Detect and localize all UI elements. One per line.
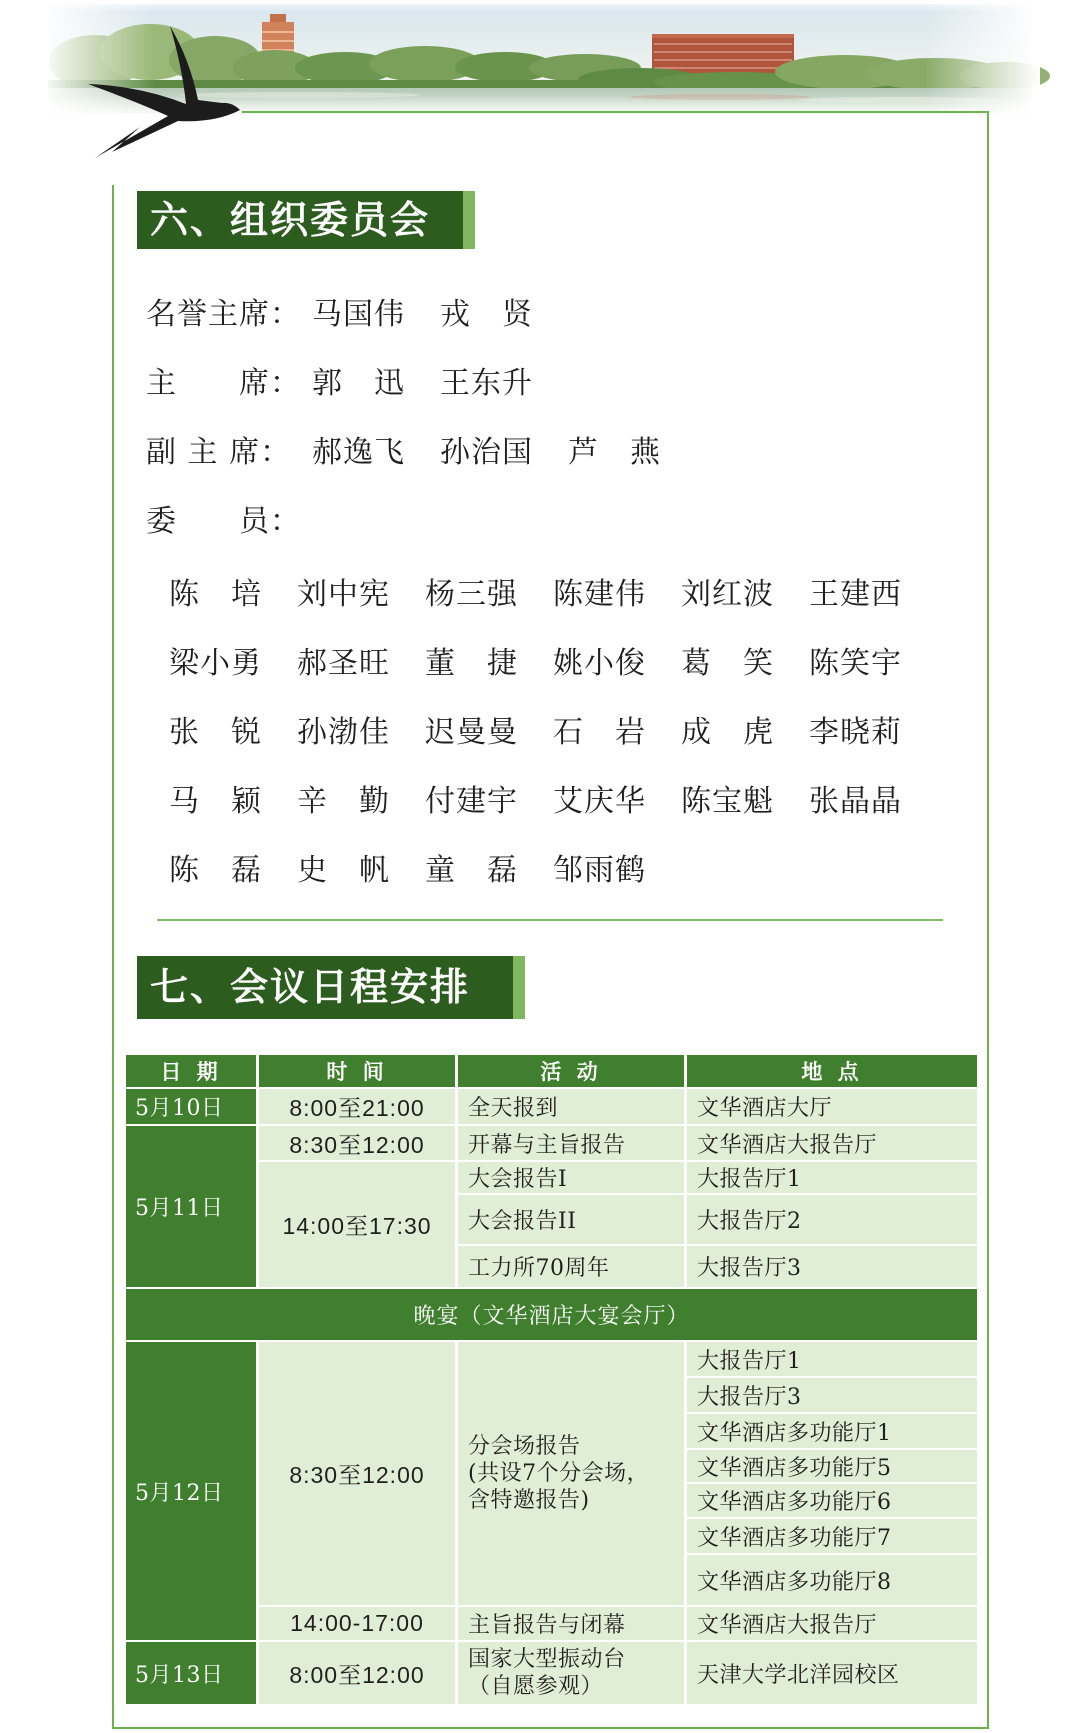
honorary-chairs-row	[146, 280, 976, 349]
header-activity: 活 动	[458, 1055, 684, 1087]
date-cell: 5月10日	[126, 1089, 256, 1124]
time-cell: 8:30至12:00	[259, 1342, 455, 1605]
venue-cell: 大报告厅2	[687, 1195, 977, 1244]
schedule-table	[126, 1055, 977, 1704]
time-cell: 8:00至21:00	[259, 1089, 455, 1124]
member-name: 王建西	[809, 576, 902, 612]
activity-cell	[458, 1642, 684, 1704]
date-cell: 5月12日	[126, 1342, 256, 1640]
members-row	[146, 487, 976, 556]
venue-cell: 文华酒店多功能厅5	[687, 1450, 977, 1482]
member-name: 迟曼曼	[425, 714, 518, 750]
member-name: 董 捷	[425, 645, 518, 681]
honorary-chairs-label: 名誉主席：	[146, 297, 301, 332]
member-name: 成 虎	[681, 714, 774, 750]
activity-line: 国家大型振动台	[468, 1647, 626, 1672]
activity-cell	[458, 1342, 684, 1605]
committee-list	[146, 280, 976, 556]
frame-top-line	[242, 111, 989, 113]
frame-left-line	[112, 185, 114, 1729]
member-name: 葛 笑	[681, 645, 774, 681]
member-name: 陈 培	[169, 576, 262, 612]
vice-chair-name: 郝逸飞	[312, 435, 405, 470]
header-venue: 地 点	[687, 1055, 977, 1087]
member-name: 杨三强	[425, 576, 518, 612]
header-date: 日 期	[126, 1055, 256, 1087]
venue-cell: 文华酒店多功能厅8	[687, 1555, 977, 1605]
committee-heading: 六、组织委员会	[137, 191, 463, 249]
chairs-row	[146, 349, 976, 418]
header-time: 时 间	[259, 1055, 455, 1087]
member-name: 陈 磊	[169, 852, 262, 888]
time-cell: 8:30至12:00	[259, 1126, 455, 1160]
venue-cell: 天津大学北洋园校区	[687, 1642, 977, 1704]
members-label: 委 员：	[146, 504, 301, 539]
chair-name: 郭 迅	[312, 366, 405, 401]
section-divider	[157, 919, 943, 921]
chairs-label: 主 席：	[146, 366, 301, 401]
member-name: 石 岩	[553, 714, 646, 750]
venue-cell: 文华酒店多功能厅7	[687, 1519, 977, 1553]
chair-name: 王东升	[440, 366, 533, 401]
members-grid	[169, 556, 937, 901]
activity-line: （自愿参观）	[468, 1674, 604, 1699]
activity-cell: 开幕与主旨报告	[458, 1126, 684, 1160]
frame-right-line	[987, 111, 989, 1729]
frame-bottom-line	[112, 1727, 989, 1729]
activity-line: 分会场报告	[468, 1434, 581, 1459]
member-name: 邹雨鹤	[553, 852, 646, 888]
member-name: 艾庆华	[553, 783, 646, 819]
activity-cell: 全天报到	[458, 1089, 684, 1124]
honorary-chair-name: 戎 贤	[440, 297, 533, 332]
member-name: 付建宇	[425, 783, 518, 819]
activity-cell: 工力所70周年	[458, 1246, 684, 1287]
vice-chairs-row	[146, 418, 976, 487]
schedule-heading: 七、会议日程安排	[137, 956, 513, 1019]
venue-cell: 大报告厅1	[687, 1342, 977, 1376]
member-name: 童 磊	[425, 852, 518, 888]
member-name: 史 帆	[297, 852, 390, 888]
date-cell: 5月13日	[126, 1642, 256, 1704]
venue-cell: 大报告厅3	[687, 1246, 977, 1287]
time-cell: 14:00至17:30	[259, 1162, 455, 1287]
vice-chair-name: 孙治国	[440, 435, 533, 470]
member-name: 姚小俊	[553, 645, 646, 681]
member-name: 张晶晶	[809, 783, 902, 819]
activity-line: (共设7个分会场，	[468, 1461, 650, 1486]
venue-cell: 大报告厅1	[687, 1162, 977, 1193]
member-name: 梁小勇	[169, 645, 262, 681]
member-name: 刘红波	[681, 576, 774, 612]
member-name: 陈宝魁	[681, 783, 774, 819]
honorary-chair-name: 马国伟	[312, 297, 405, 332]
time-cell: 14:00-17:00	[259, 1607, 455, 1640]
activity-cell: 大会报告I	[458, 1162, 684, 1193]
member-name: 辛 勤	[297, 783, 390, 819]
activity-cell: 大会报告II	[458, 1195, 684, 1244]
date-cell: 5月11日	[126, 1126, 256, 1287]
member-name: 陈建伟	[553, 576, 646, 612]
venue-cell: 文华酒店大报告厅	[687, 1607, 977, 1640]
member-name: 郝圣旺	[297, 645, 390, 681]
venue-cell: 文华酒店大报告厅	[687, 1126, 977, 1160]
venue-cell: 文华酒店大厅	[687, 1089, 977, 1124]
vice-chair-name: 芦 燕	[568, 435, 661, 470]
venue-cell: 文华酒店多功能厅1	[687, 1414, 977, 1448]
vice-chairs-label: 副 主 席：	[146, 435, 292, 470]
member-name: 陈笑宇	[809, 645, 902, 681]
activity-cell: 主旨报告与闭幕	[458, 1607, 684, 1640]
member-name: 马 颖	[169, 783, 262, 819]
member-name: 刘中宪	[297, 576, 390, 612]
venue-cell: 文华酒店多功能厅6	[687, 1484, 977, 1517]
member-name: 李晓莉	[809, 714, 902, 750]
member-name: 张 锐	[169, 714, 262, 750]
activity-line: 含特邀报告)	[468, 1488, 590, 1513]
banner-landscape	[0, 0, 1080, 170]
member-name: 孙渤佳	[297, 714, 390, 750]
banquet-row: 晚宴（文华酒店大宴会厅）	[126, 1289, 977, 1340]
venue-cell: 大报告厅3	[687, 1378, 977, 1412]
time-cell: 8:00至12:00	[259, 1642, 455, 1704]
